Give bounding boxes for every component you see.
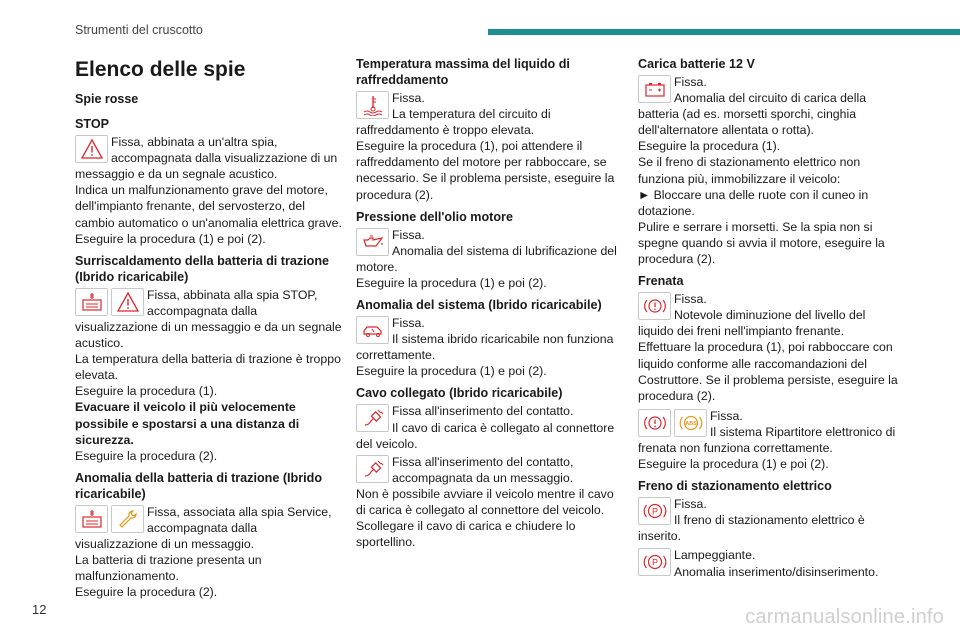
page-number: 12 [32, 602, 47, 617]
heading-cable: Cavo collegato (Ibrido ricaricabile) [356, 386, 563, 401]
heading-parking-brake: Freno di stazionamento elettrico [638, 479, 832, 494]
brake-warning-icon [638, 409, 671, 437]
entry-stop: Fissa, abbinata a un'altra spia, accompagnata dalla visualizzazione di un messaggio e da un segnale acustico. Indica un malfunzionamento grave del motore, dell'impianto frenante, del servosterzo, del cambio automatico o un'anomalia elettrica grave. Eseguire la procedura (1) e poi (2). [75, 135, 342, 246]
page-title: Elenco delle spie [75, 58, 246, 81]
entry-overheat: Fissa, abbinata alla spia STOP, accompagnata dalla visualizzazione di un messaggio e da un segnale acustico. La temperatura della batteria di trazione è troppo elevata. Eseguire la procedura (1). Evacuare il veicolo il più velocemente possibile e spostarsi a una distanza di sicurezza. Eseguire la procedura (2). [75, 287, 342, 463]
charging-plug-icon [356, 404, 389, 432]
column-2 [356, 56, 618, 551]
wrench-service-icon [111, 505, 144, 533]
watermark: carmanualsonline.info [745, 606, 944, 628]
parking-brake-icon [638, 497, 671, 525]
coolant-temperature-icon [356, 91, 389, 119]
battery-temperature-icon [75, 288, 108, 316]
parking-brake-icon [638, 548, 671, 576]
entry-battery-charge: Fissa. Anomalia del circuito di carica della batteria (ad es. morsetti sporchi, cinghia dell'alternatore allentata o rotta). Eseguire la procedura (1). Se il freno di stazionamento elettrico non funziona più, immobilizzare il veicolo: ► Bloccare una delle ruote con il cuneo in dotazione. Pulire e serrare i morsetti. Se la spia non si spegne quando si avvia il motore, eseguire la procedura (2). [638, 75, 885, 267]
heading-coolant: Temperatura massima del liquido di raffreddamento [356, 57, 570, 87]
entry-oil: Fissa. Anomalia del sistema di lubrificazione del motore. Eseguire la procedura (1) e poi (2). [356, 227, 617, 290]
entry-battery-fault: Fissa, associata alla spia Service, accompagnata dalla visualizzazione di un messaggio. La batteria di trazione presenta un malfunzionamento. Eseguire la procedura (2). [75, 504, 332, 600]
section-subtitle: Spie rosse [75, 92, 139, 106]
entry-hybrid-system: Fissa. Il sistema ibrido ricaricabile non funziona correttamente. Eseguire la procedura (1) e poi (2). [356, 316, 614, 379]
heading-stop: STOP [75, 117, 110, 132]
heading-overheat: Surriscaldamento della batteria di trazione (Ibrido ricaricabile) [75, 253, 330, 284]
heading-battery-charge: Carica batterie 12 V [638, 57, 755, 71]
heading-hybrid-system: Anomalia del sistema (Ibrido ricaricabile) [356, 298, 602, 313]
parking-p-label: P [651, 557, 658, 568]
header-accent-bar [488, 29, 960, 35]
battery-icon [638, 75, 671, 103]
brake-warning-icon [638, 292, 671, 320]
charging-plug-icon [356, 455, 389, 483]
oil-can-icon [356, 228, 389, 256]
heading-battery-fault: Anomalia della batteria di trazione (Ibrido ricaricabile) [75, 470, 323, 501]
warning-triangle-icon [111, 288, 144, 316]
entry-brake: Fissa. Notevole diminuzione del livello del liquido dei freni nell'impianto frenante. Effettuare la procedura (1), poi rabboccare con liquido conforme alle raccomandazioni del Costruttore. Se il problema persiste, eseguire la procedura (2). ABS Fissa. Il sistema Ripartitore elettronico di frenata non funziona correttamente. Eseguire la procedura (1) e poi (2). [638, 292, 898, 472]
abs-icon [674, 409, 707, 437]
parking-p-label: P [651, 506, 658, 517]
entry-coolant: Fissa. La temperatura del circuito di raffreddamento è troppo elevata. Eseguire la procedura (1), poi attendere il raffreddamento del motore per rabboccare, se necessario. Se il problema persiste, eseguire la procedura (2). [356, 91, 615, 202]
entry-cable: Fissa all'inserimento del contatto. Il cavo di carica è collegato al connettore del veicolo. Fissa all'inserimento del contatto, accompagnata da un messaggio. Non è possibile avviare il veicolo mentre il cavo di carica è collegato al connettore del veicolo. Scollegare il cavo di carica e chiudere lo sportellino. [356, 404, 615, 550]
abs-label: ABS [684, 420, 697, 427]
car-warning-icon [356, 316, 389, 344]
warning-triangle-icon [75, 135, 108, 163]
heading-oil: Pressione dell'olio motore [356, 209, 513, 224]
battery-temperature-icon [75, 505, 108, 533]
entry-parking-brake: P Fissa. Il freno di stazionamento elettrico è inserito. P Lampeggiante. Anomalia inserimento/disinserimento. [638, 497, 879, 579]
heading-brake: Frenata [638, 274, 684, 289]
column-3 [638, 56, 900, 581]
running-header: Strumenti del cruscotto [75, 23, 203, 37]
column-1 [75, 56, 343, 601]
